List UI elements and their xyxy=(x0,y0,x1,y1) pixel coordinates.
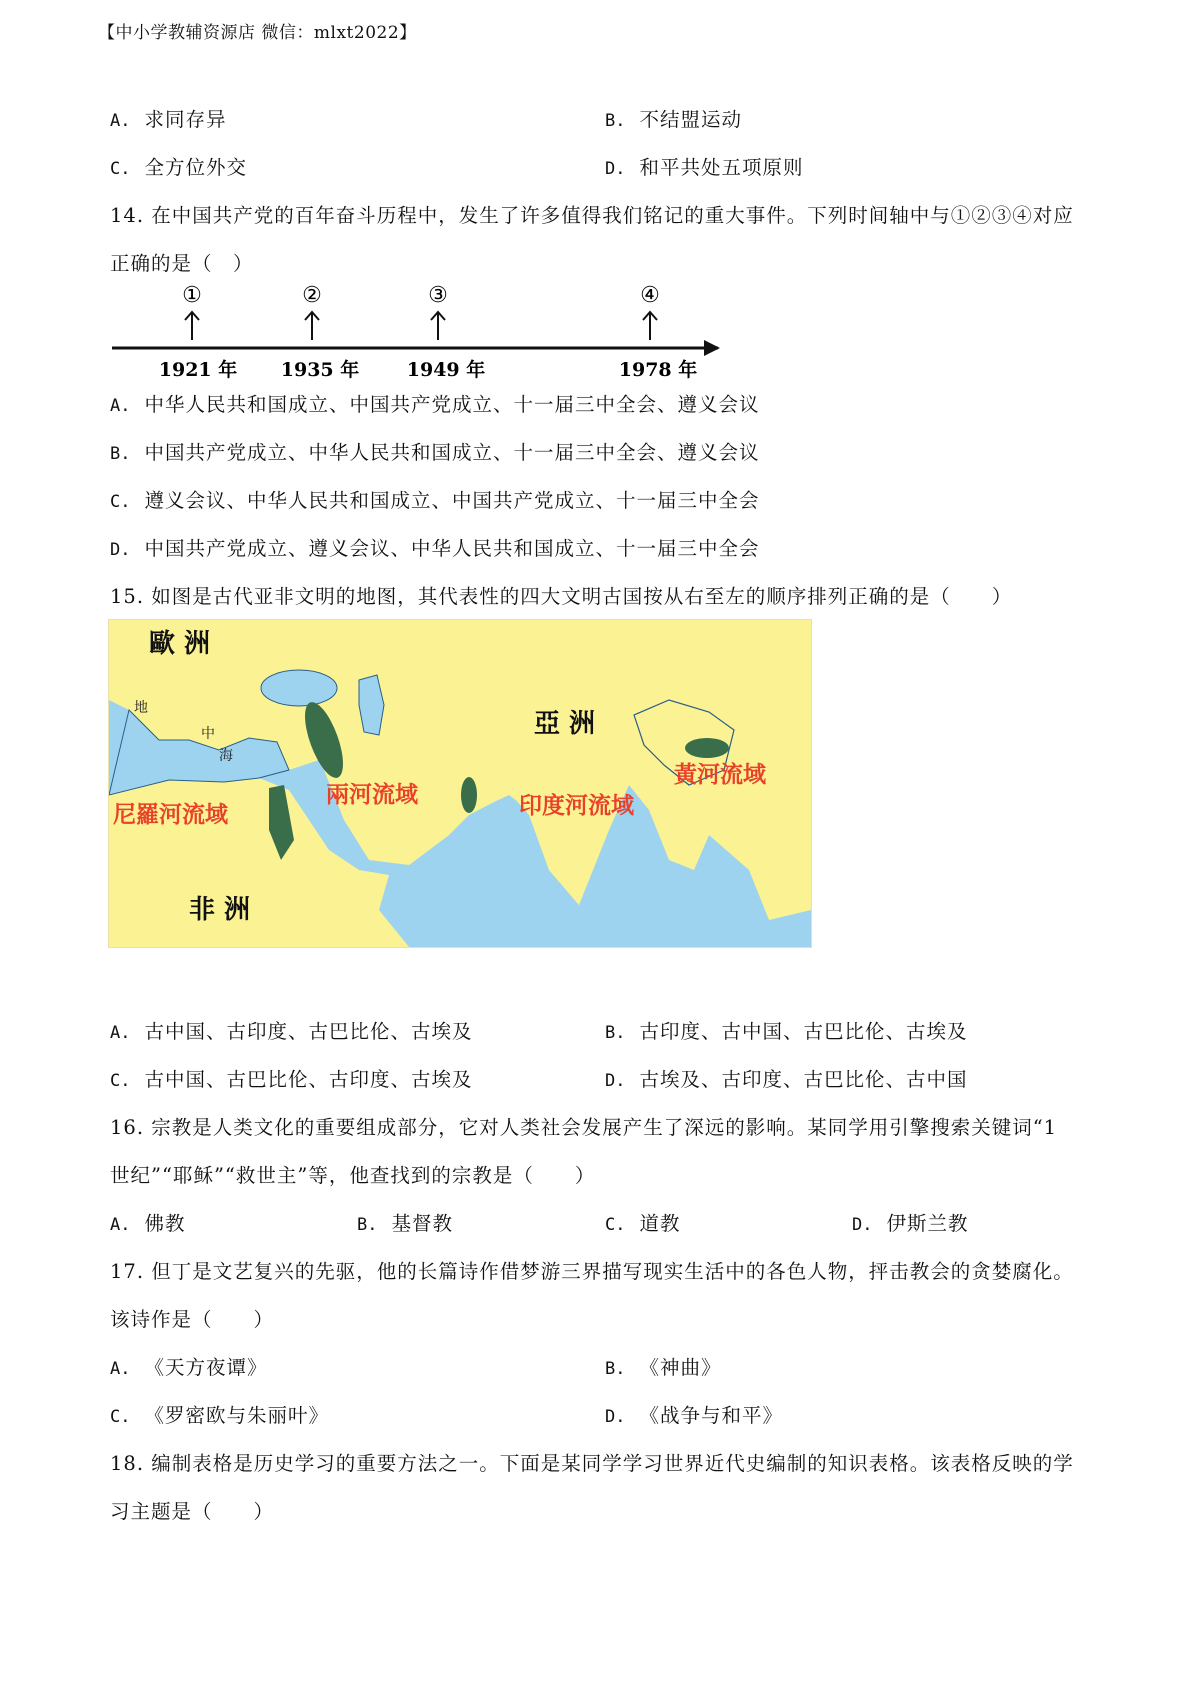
timeline-year: 1935 年 xyxy=(280,359,360,380)
option-text: 佛教 xyxy=(144,1212,186,1235)
timeline-marker-label: ① xyxy=(182,283,202,308)
page-header: 【中小学教辅资源店 微信：mlxt2022】 xyxy=(98,23,417,43)
q18-stem-line2: 习主题是（ ） xyxy=(110,1500,275,1523)
q17-option-a[interactable] xyxy=(110,1352,268,1380)
option-label: C. xyxy=(110,1071,131,1091)
option-text: 中国共产党成立、遵义会议、中华人民共和国成立、十一届三中全会 xyxy=(144,537,760,560)
map-label-nile: 尼羅河流域 xyxy=(113,802,228,828)
option-label: A. xyxy=(110,1023,131,1043)
map-label-africa: 非 洲 xyxy=(189,895,251,925)
q13-option-a[interactable] xyxy=(110,104,227,132)
option-text: 《神曲》 xyxy=(639,1356,722,1379)
q17-option-d[interactable] xyxy=(605,1400,783,1428)
option-text: 《天方夜谭》 xyxy=(144,1356,268,1379)
option-label: D. xyxy=(605,159,626,179)
q15-option-b[interactable] xyxy=(605,1016,968,1044)
option-label: A. xyxy=(110,1359,131,1379)
option-label: D. xyxy=(605,1071,626,1091)
option-text: 伊斯兰教 xyxy=(886,1212,969,1235)
timeline-marker-3 xyxy=(407,283,486,380)
q14-option-a[interactable] xyxy=(110,389,760,417)
q16-stem-line1: 16. 宗教是人类文化的重要组成部分，它对人类社会发展产生了深远的影响。某同学用引擎搜索关键词“1 xyxy=(110,1116,1058,1139)
option-text: 中国共产党成立、中华人民共和国成立、十一届三中全会、遵义会议 xyxy=(144,441,760,464)
q15-option-a[interactable] xyxy=(110,1016,473,1044)
option-label: B. xyxy=(110,444,131,464)
option-text: 全方位外交 xyxy=(144,156,247,179)
map-label-med-3: 海 xyxy=(219,748,233,764)
timeline-year: 1921 年 xyxy=(158,359,238,380)
option-label: A. xyxy=(110,396,131,416)
q17-option-b[interactable] xyxy=(605,1352,722,1380)
option-label: B. xyxy=(605,1359,626,1379)
q15-stem: 15. 如图是古代亚非文明的地图，其代表性的四大文明古国按从右至左的顺序排列正确的是（ ） xyxy=(110,585,1013,608)
option-text: 遵义会议、中华人民共和国成立、中国共产党成立、十一届三中全会 xyxy=(144,489,760,512)
timeline-marker-label: ② xyxy=(302,283,322,308)
q15-option-c[interactable] xyxy=(110,1064,473,1092)
q16-option-d[interactable] xyxy=(852,1208,969,1236)
option-text: 古中国、古巴比伦、古印度、古埃及 xyxy=(144,1068,473,1091)
q14-option-c[interactable] xyxy=(110,485,760,513)
option-label: C. xyxy=(110,159,131,179)
q15-option-d[interactable] xyxy=(605,1064,968,1092)
option-text: 中华人民共和国成立、中国共产党成立、十一届三中全会、遵义会议 xyxy=(144,393,760,416)
timeline-marker-label: ③ xyxy=(428,283,448,308)
map-label-asia: 亞 洲 xyxy=(534,709,596,739)
option-label: C. xyxy=(605,1215,626,1235)
q16-stem-line2: 世纪”“耶稣”“救世主”等，他查找到的宗教是（ ） xyxy=(110,1164,596,1187)
q13-option-d[interactable] xyxy=(605,152,804,180)
timeline-figure xyxy=(100,270,740,380)
option-label: D. xyxy=(110,540,131,560)
q16-option-c[interactable] xyxy=(605,1208,681,1236)
option-label: B. xyxy=(605,1023,626,1043)
option-text: 《战争与和平》 xyxy=(639,1404,783,1427)
q17-stem-line2: 该诗作是（ ） xyxy=(110,1308,275,1331)
q17-stem-line1: 17. 但丁是文艺复兴的先驱，他的长篇诗作借梦游三界描写现实生活中的各色人物，抨击教会的贪婪腐化。 xyxy=(110,1260,1074,1283)
option-label: C. xyxy=(110,1407,131,1427)
map-label-yellow-river: 黃河流域 xyxy=(674,762,766,788)
map-label-europe: 歐 洲 xyxy=(149,629,211,659)
q16-option-b[interactable] xyxy=(357,1208,453,1236)
q14-option-d[interactable] xyxy=(110,533,760,561)
q13-option-c[interactable] xyxy=(110,152,247,180)
q14-stem-line1: 14. 在中国共产党的百年奋斗历程中，发生了许多值得我们铭记的重大事件。下列时间轴中与①②③④对应 xyxy=(110,204,1074,227)
option-label: A. xyxy=(110,1215,131,1235)
timeline-marker-1 xyxy=(159,283,238,380)
option-text: 道教 xyxy=(639,1212,681,1235)
option-label: A. xyxy=(110,111,131,131)
option-label: D. xyxy=(605,1407,626,1427)
map-label-tigris: 兩河流域 xyxy=(326,782,418,808)
timeline-year: 1949 年 xyxy=(406,359,486,380)
option-label: D. xyxy=(852,1215,873,1235)
option-text: 古中国、古印度、古巴比伦、古埃及 xyxy=(144,1020,473,1043)
timeline-marker-2 xyxy=(281,283,360,380)
timeline-marker-4 xyxy=(619,283,698,380)
q14-stem-line2: 正确的是（ ） xyxy=(110,252,254,275)
q17-option-c[interactable] xyxy=(110,1400,329,1428)
option-text: 基督教 xyxy=(391,1212,453,1235)
q13-option-b[interactable] xyxy=(605,104,742,132)
option-label: B. xyxy=(357,1215,378,1235)
timeline-arrowhead xyxy=(704,340,720,356)
q14-option-b[interactable] xyxy=(110,437,760,465)
q16-option-a[interactable] xyxy=(110,1208,186,1236)
option-label: C. xyxy=(110,492,131,512)
option-text: 和平共处五项原则 xyxy=(639,156,804,179)
map-label-med-1: 地 xyxy=(134,700,148,716)
option-label: B. xyxy=(605,111,626,131)
ancient-civilizations-map xyxy=(108,619,812,948)
option-text: 《罗密欧与朱丽叶》 xyxy=(144,1404,329,1427)
map-label-indus: 印度河流域 xyxy=(519,793,634,819)
option-text: 古埃及、古印度、古巴比伦、古中国 xyxy=(639,1068,968,1091)
map-label-med-2: 中 xyxy=(201,726,215,742)
option-text: 古印度、古中国、古巴比伦、古埃及 xyxy=(639,1020,968,1043)
timeline-year: 1978 年 xyxy=(618,359,698,380)
option-text: 不结盟运动 xyxy=(639,108,742,131)
timeline-marker-label: ④ xyxy=(640,283,660,308)
q18-stem-line1: 18. 编制表格是历史学习的重要方法之一。下面是某同学学习世界近代史编制的知识表格。该表格反映的学 xyxy=(110,1452,1074,1475)
option-text: 求同存异 xyxy=(144,108,227,131)
